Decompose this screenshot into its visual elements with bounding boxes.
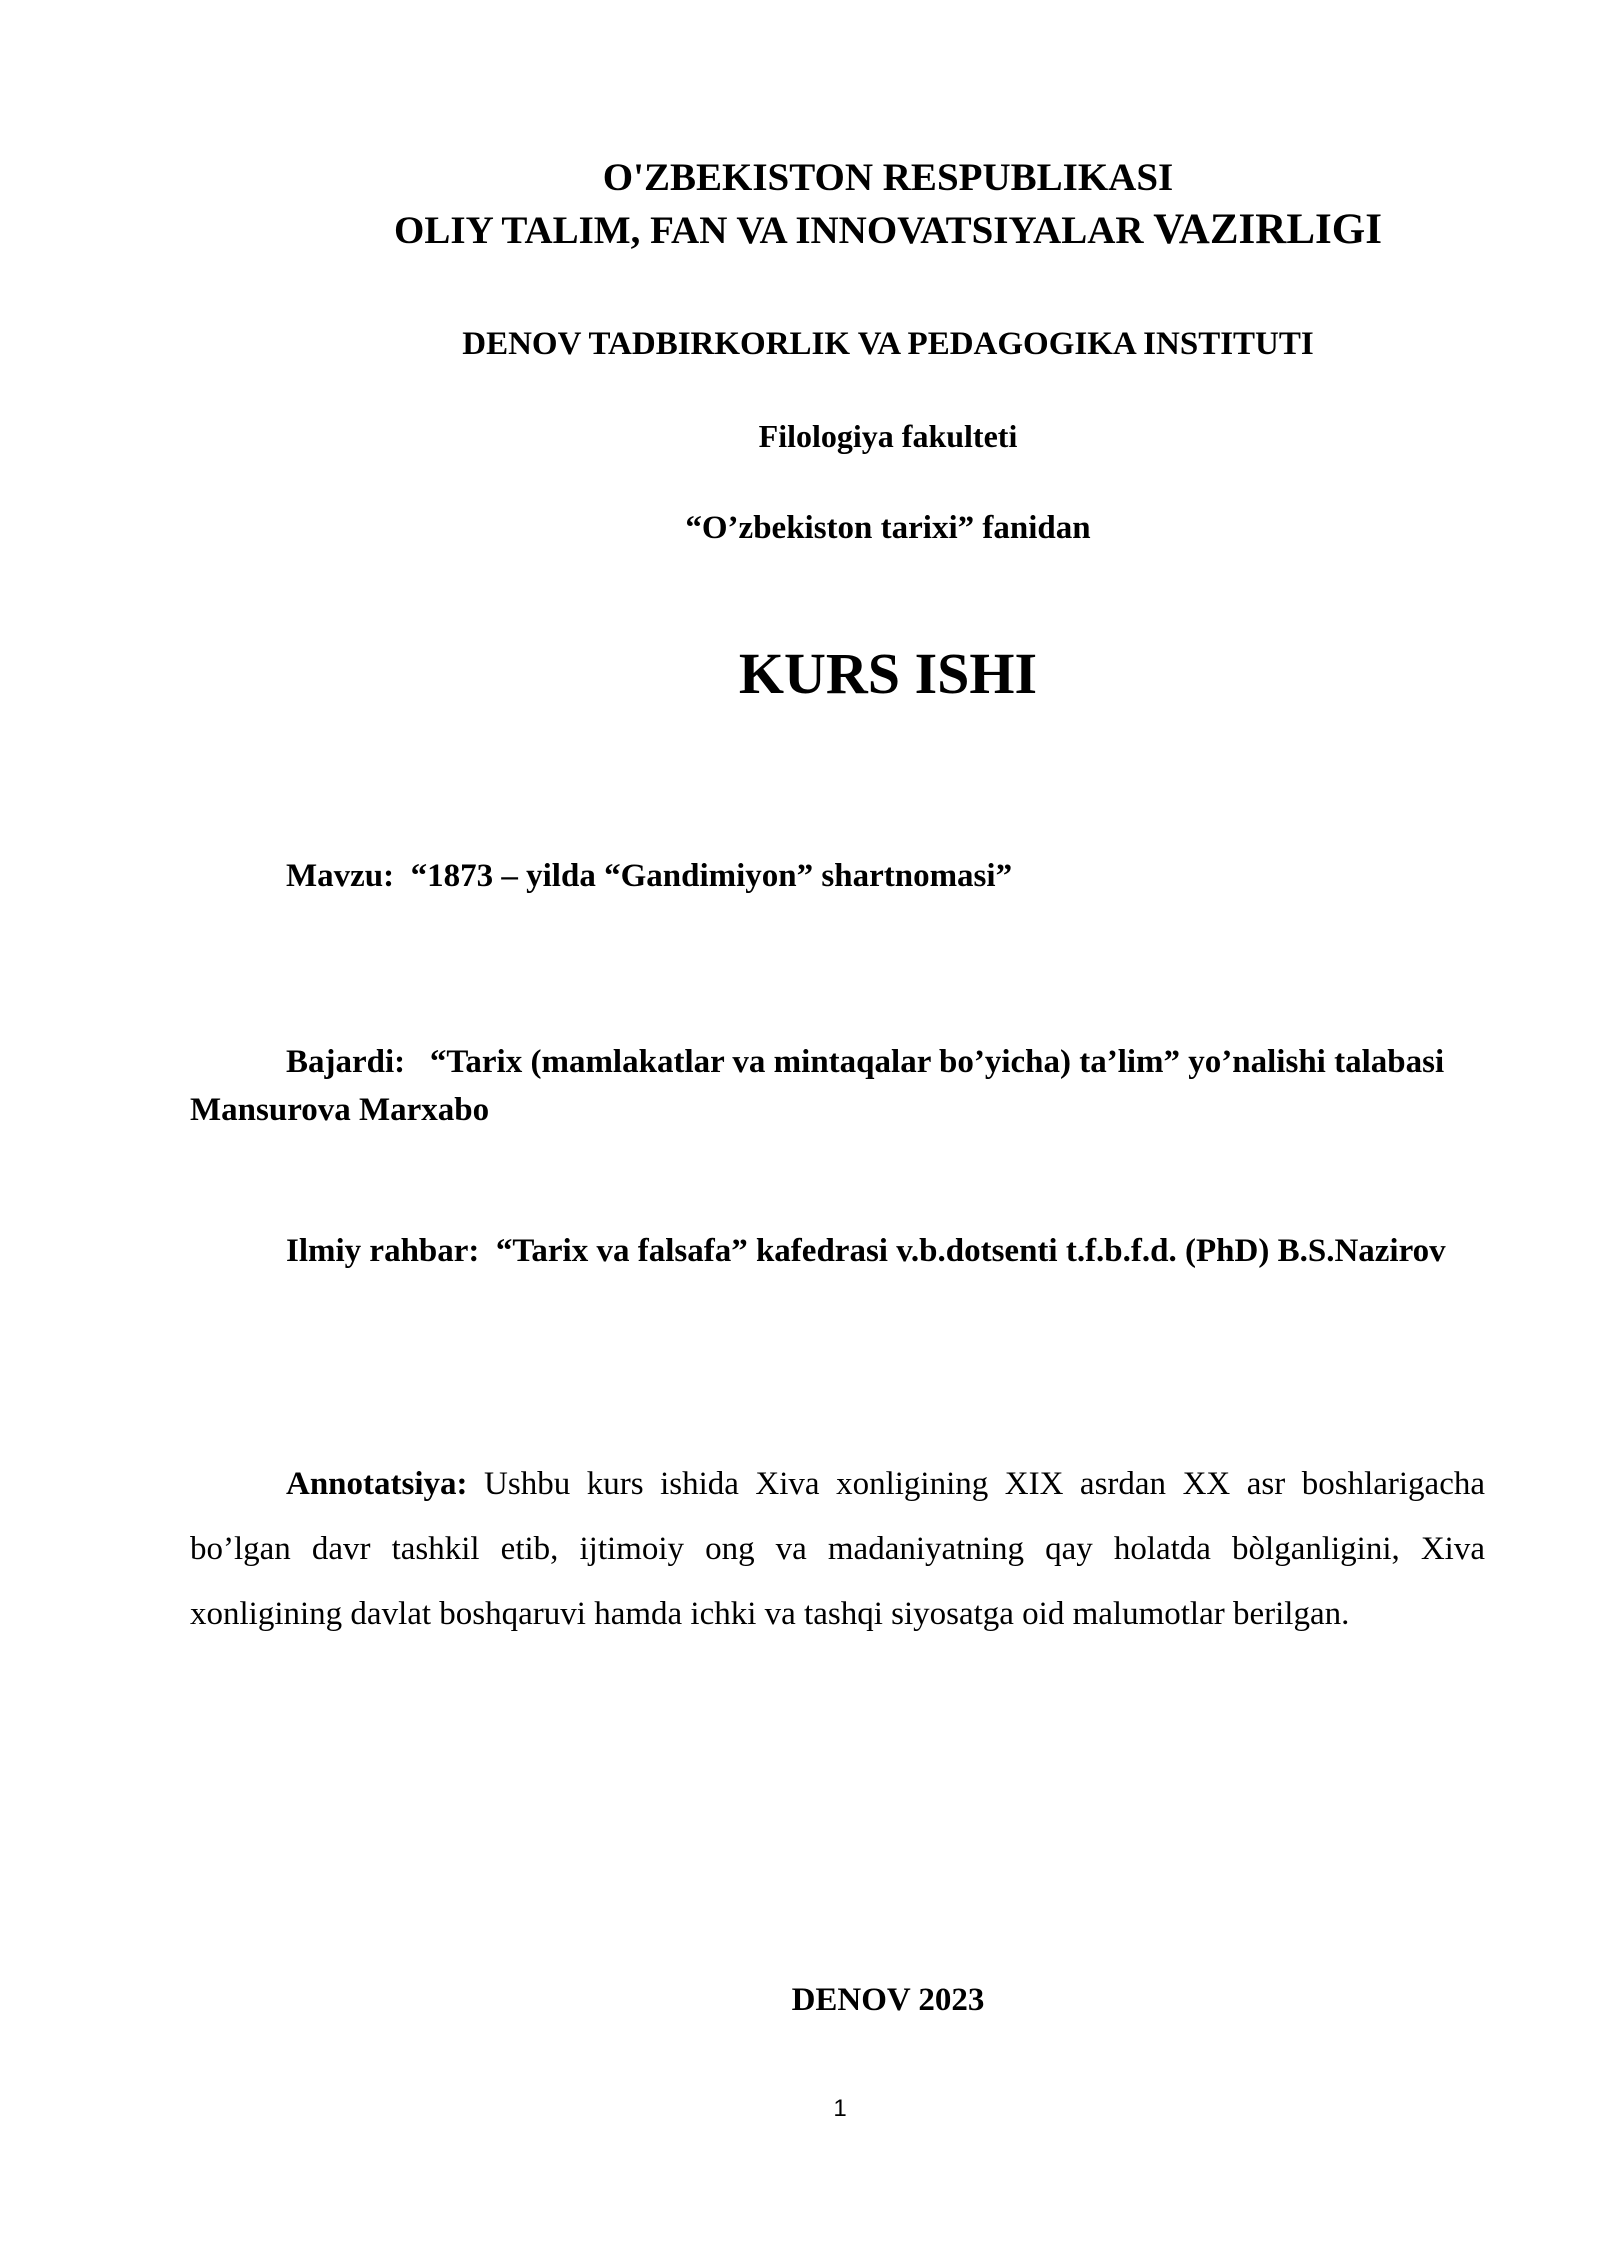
faculty-name: Filologiya fakulteti xyxy=(758,418,1018,454)
page-number: 1 xyxy=(833,2095,847,2122)
ministry-name-prefix: OLIY TALIM, FAN VA INNOVATSIYALAR xyxy=(394,209,1154,252)
topic-label: Mavzu: xyxy=(286,858,395,894)
supervisor-block xyxy=(190,1227,1485,1275)
annotation-paragraph xyxy=(190,1452,1485,1647)
author-value: “Tarix (mamlakatlar va mintaqalar bo’yicha) ta’lim” yo’nalishi talabasi Mansurova Marxabo xyxy=(190,1044,1445,1128)
ministry-name-suffix: VAZIRLIGI xyxy=(1153,206,1382,253)
author-label: Bajardi: xyxy=(286,1044,406,1080)
author-block xyxy=(190,1038,1485,1134)
ministry-country-heading: O'ZBEKISTON RESPUBLIKASI xyxy=(602,156,1174,199)
annotation-label: Annotatsiya: xyxy=(286,1466,468,1502)
institute-name: DENOV TADBIRKORLIK VA PEDAGOGIKA INSTITUTI xyxy=(462,326,1314,362)
subject-name: “O’zbekiston tarixi” fanidan xyxy=(685,510,1091,546)
place-year: DENOV 2023 xyxy=(791,1982,985,2018)
annotation-text: Ushbu kurs ishida Xiva xonligining XIX asrdan XX asr boshlarigacha bo’lgan davr tashkil etib, ijtimoiy ong va madaniyatning qay holatda bòlganligini, Xiva xonligining davlat boshqaruvi hamda ichki va tashqi siyosatga oid malumotlar berilgan. xyxy=(190,1466,1486,1632)
document-title: KURS ISHI xyxy=(738,641,1038,706)
ministry-name-heading xyxy=(0,204,1600,257)
supervisor-value: “Tarix va falsafa” kafedrasi v.b.dotsenti t.f.b.f.d. (PhD) B.S.Nazirov xyxy=(495,1233,1446,1269)
topic-value: “1873 – yilda “Gandimiyon” shartnomasi” xyxy=(410,858,1013,894)
supervisor-label: Ilmiy rahbar: xyxy=(286,1233,480,1269)
topic-block xyxy=(190,852,1485,900)
